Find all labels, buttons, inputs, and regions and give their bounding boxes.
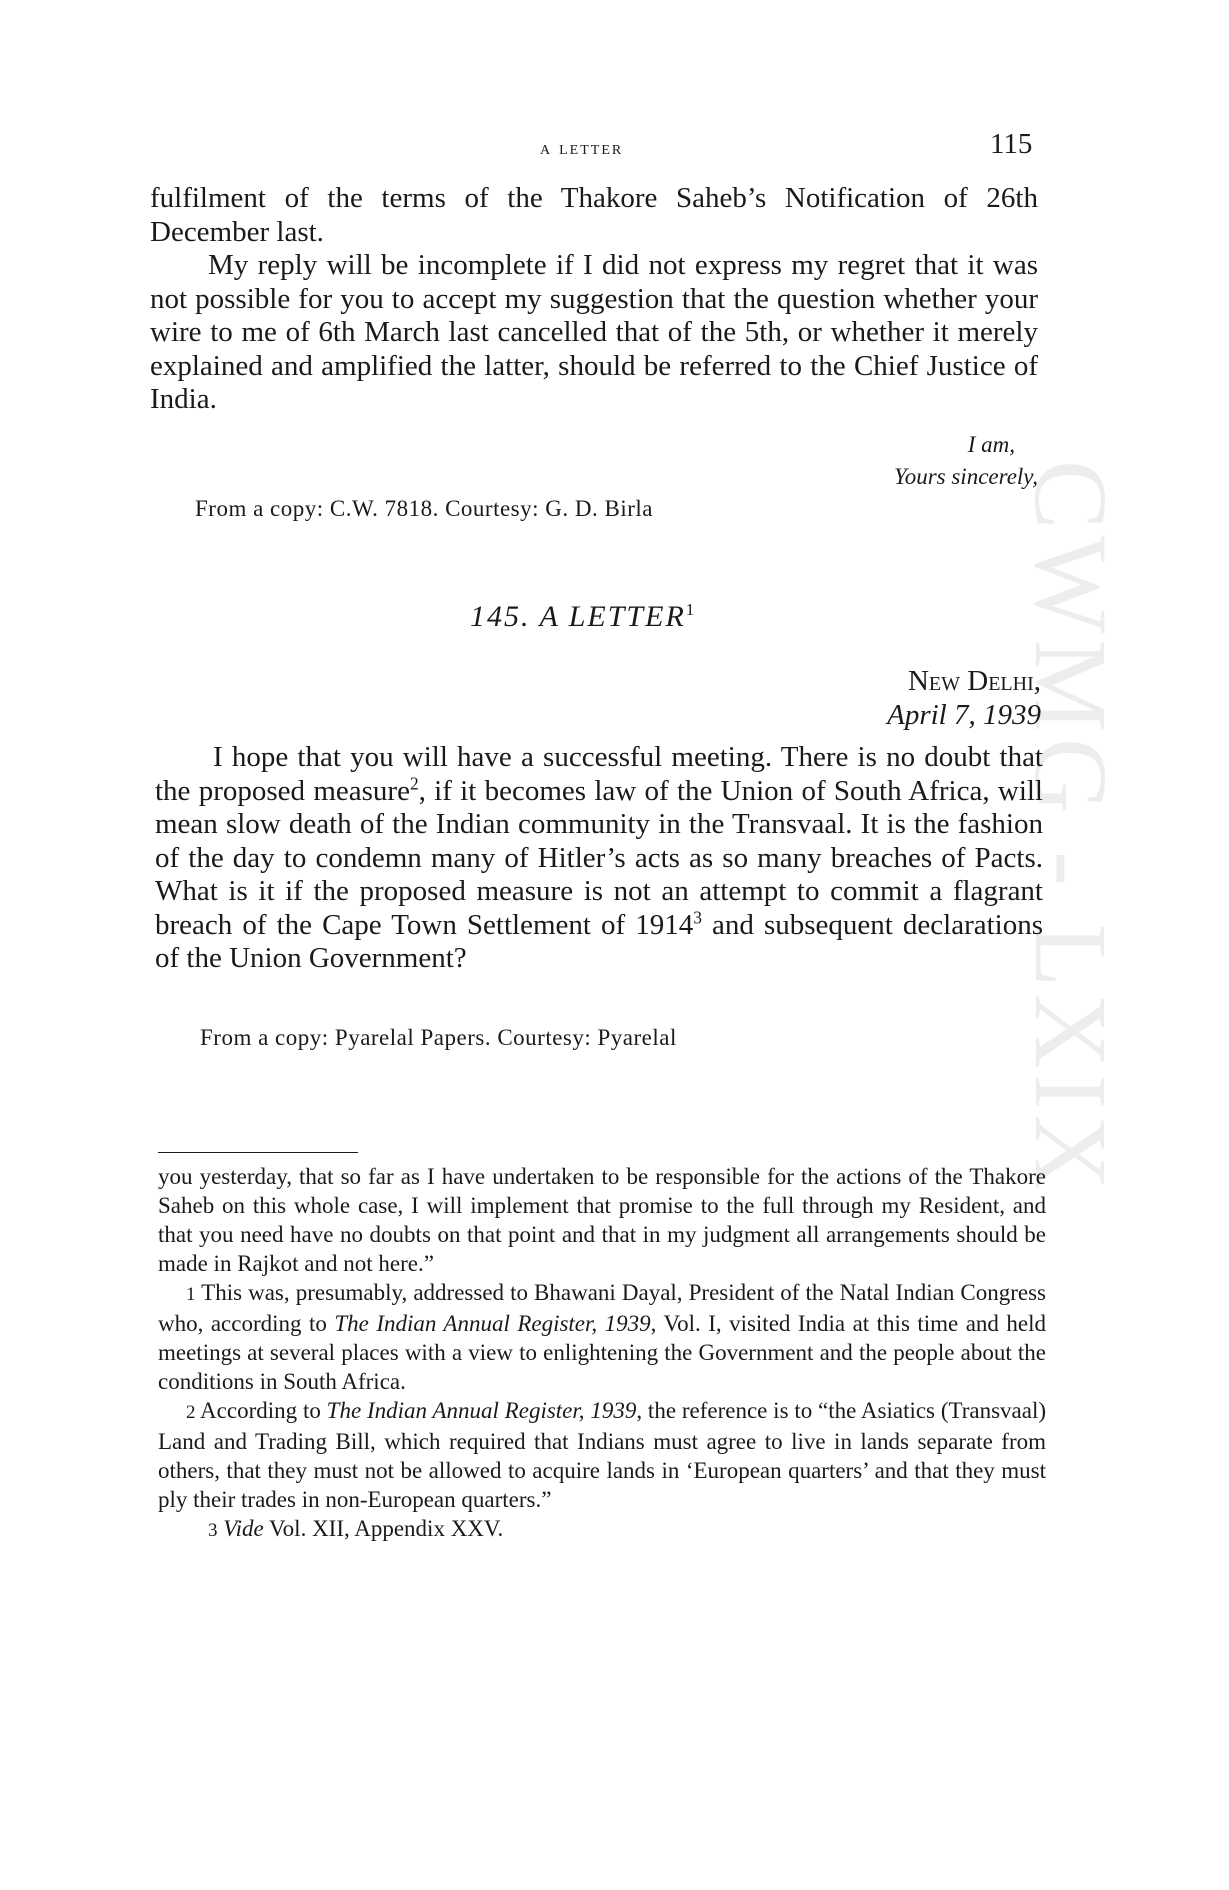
letter-paragraph bbox=[155, 741, 1043, 976]
footnote-2-italic: The Indian Annual Register, 1939 bbox=[326, 1398, 637, 1423]
place-date bbox=[887, 665, 1041, 732]
footnote-1-text-a: This was, presumably, addressed to Bhawani Dayal, President of the Natal Indian Congress who, according to bbox=[158, 1280, 1046, 1336]
footnotes bbox=[158, 1162, 1046, 1545]
footnote-3-text-b: Vol. XII, Appendix XXV. bbox=[263, 1516, 504, 1541]
footnote-carryover: you yesterday, that so far as I have undertaken to be responsible for the actions of the Thakore Saheb on this whole case, I will implement that promise to the full through my Resident, and that you need have no doubts on that point and that in my judgment all arrangements should be made in Rajkot and not here.” bbox=[158, 1164, 1046, 1276]
footnote-3-italic: Vide bbox=[223, 1516, 264, 1541]
footnote-rule bbox=[158, 1152, 358, 1153]
page-number: 115 bbox=[990, 128, 1033, 160]
continuation-text bbox=[150, 182, 1038, 417]
footnote-2-text-b: , the reference is to “the Asiatics (Transvaal) Land and Trading Bill, which required that Indians must agree to live in lands separate from others, that they must not be allowed to acquire lands in ‘European quarters’ and that they must ply their trades in non-European quarters.” bbox=[158, 1398, 1047, 1512]
source-note-1: From a copy: C.W. 7818. Courtesy: G. D. Birla bbox=[195, 496, 653, 521]
letter-body-part-1: I hope that you will have a successful meeting. There is no doubt that the proposed measure bbox=[155, 741, 1043, 807]
footnote-3 bbox=[158, 1514, 1046, 1545]
date: April 7, 1939 bbox=[887, 698, 1041, 731]
closing-line-1: I am, bbox=[967, 432, 1015, 457]
place: New Delhi, bbox=[907, 665, 1041, 697]
footnote-2-number: 2 bbox=[186, 1402, 196, 1423]
continuation-paragraph-2: My reply will be incomplete if I did not express my regret that it was not possible for you to accept my suggestion that the question whether your wire to me of 6th March last cancelled that of the 5th, or whether it merely explained and amplified the latter, should be referred to the Chief Justice of India. bbox=[150, 249, 1038, 415]
footnote-2 bbox=[158, 1396, 1046, 1514]
letter-heading-text: 145. A LETTER bbox=[470, 600, 686, 633]
footnote-1-italic: The Indian Annual Register, 1939 bbox=[334, 1311, 651, 1336]
watermark: CWMG - LXIX bbox=[1013, 460, 1128, 1197]
footnote-1-text-b: , Vol. I, visited India at this time and held meetings at several places with a view to enlightening the Government and the people about the conditions in South Africa. bbox=[158, 1311, 1046, 1394]
footnote-2-text-a: According to bbox=[195, 1398, 327, 1423]
closing-line-2: Yours sincerely, bbox=[894, 464, 1038, 489]
heading-footnote-ref: 1 bbox=[685, 600, 697, 619]
footnote-ref-2: 2 bbox=[409, 772, 419, 793]
continuation-paragraph-1: fulfilment of the terms of the Thakore Saheb’s Notification of 26th December last. bbox=[150, 182, 1038, 248]
running-head: a letter bbox=[540, 137, 624, 159]
footnote-1 bbox=[158, 1278, 1046, 1396]
footnote-1-number: 1 bbox=[186, 1284, 196, 1305]
footnote-ref-3: 3 bbox=[693, 906, 702, 927]
source-note-2: From a copy: Pyarelal Papers. Courtesy: Pyarelal bbox=[200, 1025, 677, 1050]
letter-body-part-3: and subsequent declarations of the Union Government? bbox=[155, 908, 1043, 974]
letter-body-part-2: , if it becomes law of the Union of South Africa, will mean slow death of the Indian community in the Transvaal. It is the fashion of the day to condemn many of Hitler’s acts as so many breaches of Pacts. What is it if the proposed measure is not an attempt to commit a flagrant breach of the Cape Town Settlement of 1914 bbox=[155, 774, 1043, 941]
footnote-3-number: 3 bbox=[208, 1520, 218, 1541]
letter-heading bbox=[470, 600, 696, 634]
letter-body bbox=[155, 741, 1043, 976]
